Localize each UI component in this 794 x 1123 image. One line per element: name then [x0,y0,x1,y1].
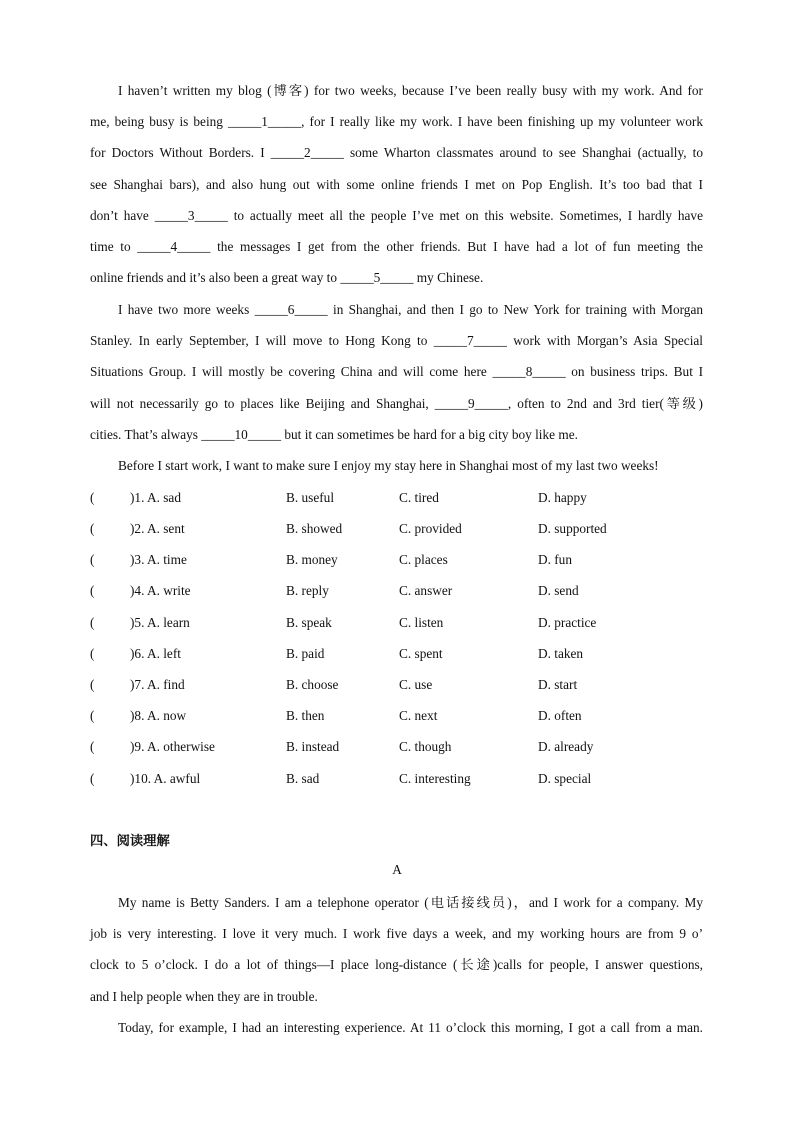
text-line: don’t have _____3_____ to actually meet all the people I’ve met on this website. Sometimes, I hardly have [90,207,703,223]
option-d: D. send [538,583,579,598]
text-line: for Doctors Without Borders. I _____2_____ some Wharton classmates around to see Shanghai (actually, to [90,145,703,161]
option-b: B. then [286,708,325,723]
option-a: )2. A. sent [130,521,185,536]
text-line: and I help people when they are in trouble. [90,988,318,1004]
option-a: )5. A. learn [130,615,190,630]
option-c: C. listen [399,615,444,630]
text-line: cities. That’s always _____10_____ but it can sometimes be hard for a big city boy like me. [90,426,578,442]
question-row [90,731,710,762]
question-row [90,669,710,700]
option-b: B. sad [286,771,320,786]
text-line: Today, for example, I had an interesting experience. At 11 o’clock this morning, I got a call from a man. [118,1020,703,1035]
option-b: B. instead [286,739,340,754]
option-d: D. practice [538,615,597,630]
cloze-paragraph-1 [90,75,703,293]
text-line: job is very interesting. I love it very much. I work five days a week, and my working hours are from 9 o’ [90,926,703,942]
answer-paren: ( [90,521,95,536]
question-row [90,763,710,794]
option-a: )10. A. awful [130,771,201,786]
option-c: C. though [399,739,452,754]
reading-paragraph-1 [90,887,703,1012]
option-c: C. next [399,708,438,723]
option-a: )1. A. sad [130,490,181,505]
option-b: B. useful [286,490,335,505]
question-row [90,513,710,544]
question-row [90,575,710,606]
text-line: Before I start work, I want to make sure I enjoy my stay here in Shanghai most of my last two weeks! [118,458,659,473]
option-d: D. already [538,739,594,754]
part-label: A [392,862,402,877]
option-a: )3. A. time [130,552,187,567]
text-line: see Shanghai bars), and also hung out with some online friends I met on Pop English. It’s too bad that I [90,176,703,192]
option-d: D. often [538,708,582,723]
option-c: C. spent [399,646,443,661]
section-heading: 四、阅读理解 [90,834,170,849]
option-c: C. tired [399,490,439,505]
option-a: )4. A. write [130,583,191,598]
option-c: C. provided [399,521,462,536]
option-b: B. money [286,552,338,567]
answer-paren: ( [90,615,95,630]
text-line: clock to 5 o’clock. I do a lot of things—I place long-distance (长途)calls for people, I answer questions, [90,957,703,973]
answer-paren: ( [90,708,95,723]
text-line: time to _____4_____ the messages I get from the other friends. But I have had a lot of fun meeting the [90,239,703,255]
option-b: B. choose [286,677,339,692]
option-d: D. special [538,771,592,786]
option-a: )8. A. now [130,708,187,723]
answer-paren: ( [90,771,95,786]
option-b: B. paid [286,646,325,661]
cloze-paragraph-2 [90,294,703,450]
answer-paren: ( [90,646,95,661]
question-row [90,638,710,669]
text-line: I haven’t written my blog (博客) for two weeks, because I’ve been really busy with my work. And for [118,83,703,98]
option-a: )6. A. left [130,646,181,661]
answer-paren: ( [90,490,95,505]
text-line: My name is Betty Sanders. I am a telephone operator (电话接线员)，and I work for a company. My [118,895,703,910]
text-line: will not necessarily go to places like Beijing and Shanghai, _____9_____, often to 2nd and 3rd tier(等级) [90,395,703,411]
text-line: Stanley. In early September, I will move to Hong Kong to _____7_____ work with Morgan’s Asia Special [90,333,703,349]
option-a: )9. A. otherwise [130,739,215,754]
question-row [90,544,710,575]
text-line: Situations Group. I will mostly be covering China and will come here _____8_____ on business trips. But I [90,364,703,380]
text-line: online friends and it’s also been a great way to _____5_____ my Chinese. [90,270,484,286]
cloze-paragraph-3 [90,450,703,481]
answer-paren: ( [90,739,95,754]
option-d: D. supported [538,521,607,536]
reading-paragraph-2 [90,1012,703,1043]
option-d: D. happy [538,490,587,505]
option-b: B. speak [286,615,332,630]
text-line: I have two more weeks _____6_____ in Shanghai, and then I go to New York for training with Morgan [118,302,703,317]
text-line: me, being busy is being _____1_____, for I really like my work. I have been finishing up my volunteer work [90,114,703,130]
option-d: D. taken [538,646,584,661]
option-c: C. interesting [399,771,471,786]
question-row [90,482,710,513]
option-d: D. start [538,677,578,692]
option-c: C. use [399,677,433,692]
question-row [90,607,710,638]
answer-paren: ( [90,677,95,692]
answer-paren: ( [90,583,95,598]
question-row [90,700,710,731]
answer-paren: ( [90,552,95,567]
option-b: B. showed [286,521,343,536]
option-c: C. places [399,552,448,567]
option-d: D. fun [538,552,572,567]
option-a: )7. A. find [130,677,185,692]
option-b: B. reply [286,583,329,598]
option-c: C. answer [399,583,453,598]
